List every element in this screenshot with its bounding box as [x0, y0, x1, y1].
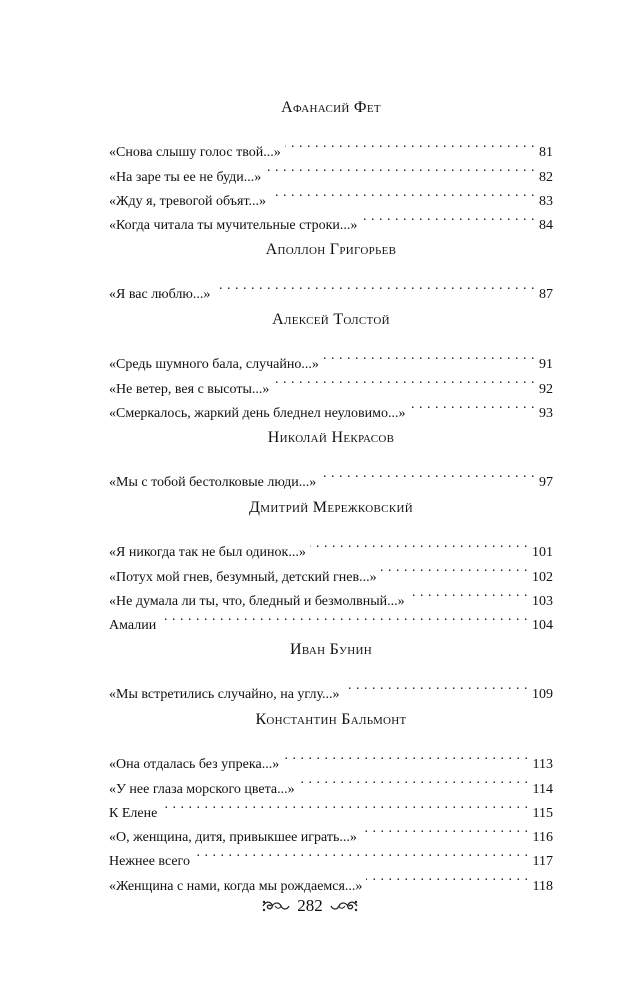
entry-title: «Мы встретились случайно, на углу...» [109, 687, 340, 703]
entry-title: «Я никогда так не был одинок...» [109, 545, 306, 561]
entry-title: «Я вас люблю...» [109, 287, 211, 303]
dot-leader [310, 532, 528, 556]
entry-page-number: 115 [532, 805, 553, 821]
dot-leader [273, 368, 535, 392]
dot-leader [366, 865, 528, 889]
entry-page-number: 102 [532, 569, 553, 585]
dot-leader [361, 205, 535, 229]
entry-list [109, 132, 553, 234]
toc-entry[interactable] [109, 344, 553, 373]
toc-entry[interactable] [109, 132, 553, 161]
entry-page-number: 109 [532, 687, 553, 703]
entry-page-number: 87 [539, 287, 553, 303]
author-heading: Дмитрий Мережковский [249, 499, 413, 516]
toc-entry[interactable] [109, 462, 553, 491]
dot-leader [265, 156, 535, 180]
entry-page-number: 117 [532, 854, 553, 870]
toc-entry[interactable] [109, 274, 553, 303]
entry-page-number: 83 [539, 193, 553, 209]
dot-leader [161, 793, 528, 817]
entry-title: К Елене [109, 805, 158, 821]
page-number: 282 [297, 896, 323, 915]
toc-entry[interactable] [109, 744, 553, 773]
entry-title: «Смеркалось, жаркий день бледнел неуловимо...» [109, 405, 406, 421]
entry-title: «Она отдалась без упрека...» [109, 757, 280, 773]
left-ornament-icon [261, 898, 291, 914]
entry-page-number: 84 [539, 218, 553, 234]
entry-list [109, 744, 553, 894]
entry-list [109, 532, 553, 634]
toc-section-nekrasov [109, 428, 553, 491]
entry-page-number: 81 [539, 145, 553, 161]
entry-title: «Женщина с нами, когда мы рождаемся...» [109, 878, 363, 894]
entry-title: «Не ветер, вея с высоты...» [109, 381, 270, 397]
entry-title: «На заре ты ее не буди...» [109, 169, 262, 185]
dot-leader [270, 181, 535, 205]
entry-page-number: 118 [532, 878, 553, 894]
toc-entry[interactable] [109, 532, 553, 561]
dot-leader [320, 462, 535, 486]
entry-title: «Средь шумного бала, случайно...» [109, 357, 319, 373]
entry-page-number: 101 [532, 545, 553, 561]
entry-title: «Когда читала ты мучительные строки...» [109, 218, 358, 234]
entry-page-number: 97 [539, 475, 553, 491]
entry-title: «Снова слышу голос твой...» [109, 145, 281, 161]
dot-leader [283, 744, 528, 768]
toc-section-tolstoy [109, 310, 553, 421]
entry-page-number: 114 [532, 781, 553, 797]
entry-page-number: 103 [532, 593, 553, 609]
author-heading: Константин Бальмонт [255, 711, 407, 728]
dot-leader [299, 768, 529, 792]
dot-leader [344, 674, 528, 698]
entry-title: «Мы с тобой бестолковые люди...» [109, 475, 317, 491]
toc-section-bunin [109, 640, 553, 703]
entry-title: «О, женщина, дитя, привыкшее играть...» [109, 830, 357, 846]
dot-leader [160, 605, 528, 629]
entry-list [109, 344, 553, 421]
dot-leader [381, 556, 528, 580]
entry-title: Амалии [109, 618, 157, 634]
entry-page-number: 91 [539, 357, 553, 373]
entry-page-number: 93 [539, 405, 553, 421]
entry-list [109, 674, 553, 703]
dot-leader [323, 344, 535, 368]
entry-title: «Потух мой гнев, безумный, детский гнев...» [109, 569, 377, 585]
entry-page-number: 113 [532, 757, 553, 773]
entry-page-number: 92 [539, 381, 553, 397]
page-footer [0, 893, 620, 919]
entry-title: «Не думала ли ты, что, бледный и безмолвный...» [109, 593, 405, 609]
dot-leader [409, 393, 535, 417]
entry-title: «У нее глаза морского цвета...» [109, 781, 295, 797]
entry-page-number: 82 [539, 169, 553, 185]
author-heading: Иван Бунин [290, 641, 372, 658]
toc-section-balmont [109, 710, 553, 894]
toc-entry[interactable] [109, 793, 553, 821]
entry-list [109, 462, 553, 491]
dot-leader [409, 581, 528, 605]
dot-leader [285, 132, 535, 156]
author-heading: Аполлон Григорьев [265, 241, 397, 258]
dot-leader [361, 817, 529, 841]
toc-entry[interactable] [109, 674, 553, 703]
dot-leader [194, 841, 529, 865]
author-heading: Алексей Толстой [272, 311, 390, 328]
toc-entry[interactable] [109, 605, 553, 634]
toc-section-fet [109, 98, 553, 234]
toc-section-grigoriev [109, 240, 553, 303]
author-heading: Николай Некрасов [267, 429, 395, 446]
dot-leader [214, 274, 535, 298]
author-heading: Афанасий Фет [281, 99, 381, 116]
entry-list [109, 274, 553, 303]
entry-page-number: 104 [532, 618, 553, 634]
entry-title: Нежнее всего [109, 854, 190, 870]
entry-page-number: 116 [532, 830, 553, 846]
toc-section-merezhkovsky [109, 498, 553, 634]
entry-title: «Жду я, тревогой объят...» [109, 193, 267, 209]
toc-entry[interactable] [109, 817, 553, 846]
right-ornament-icon [329, 898, 359, 914]
